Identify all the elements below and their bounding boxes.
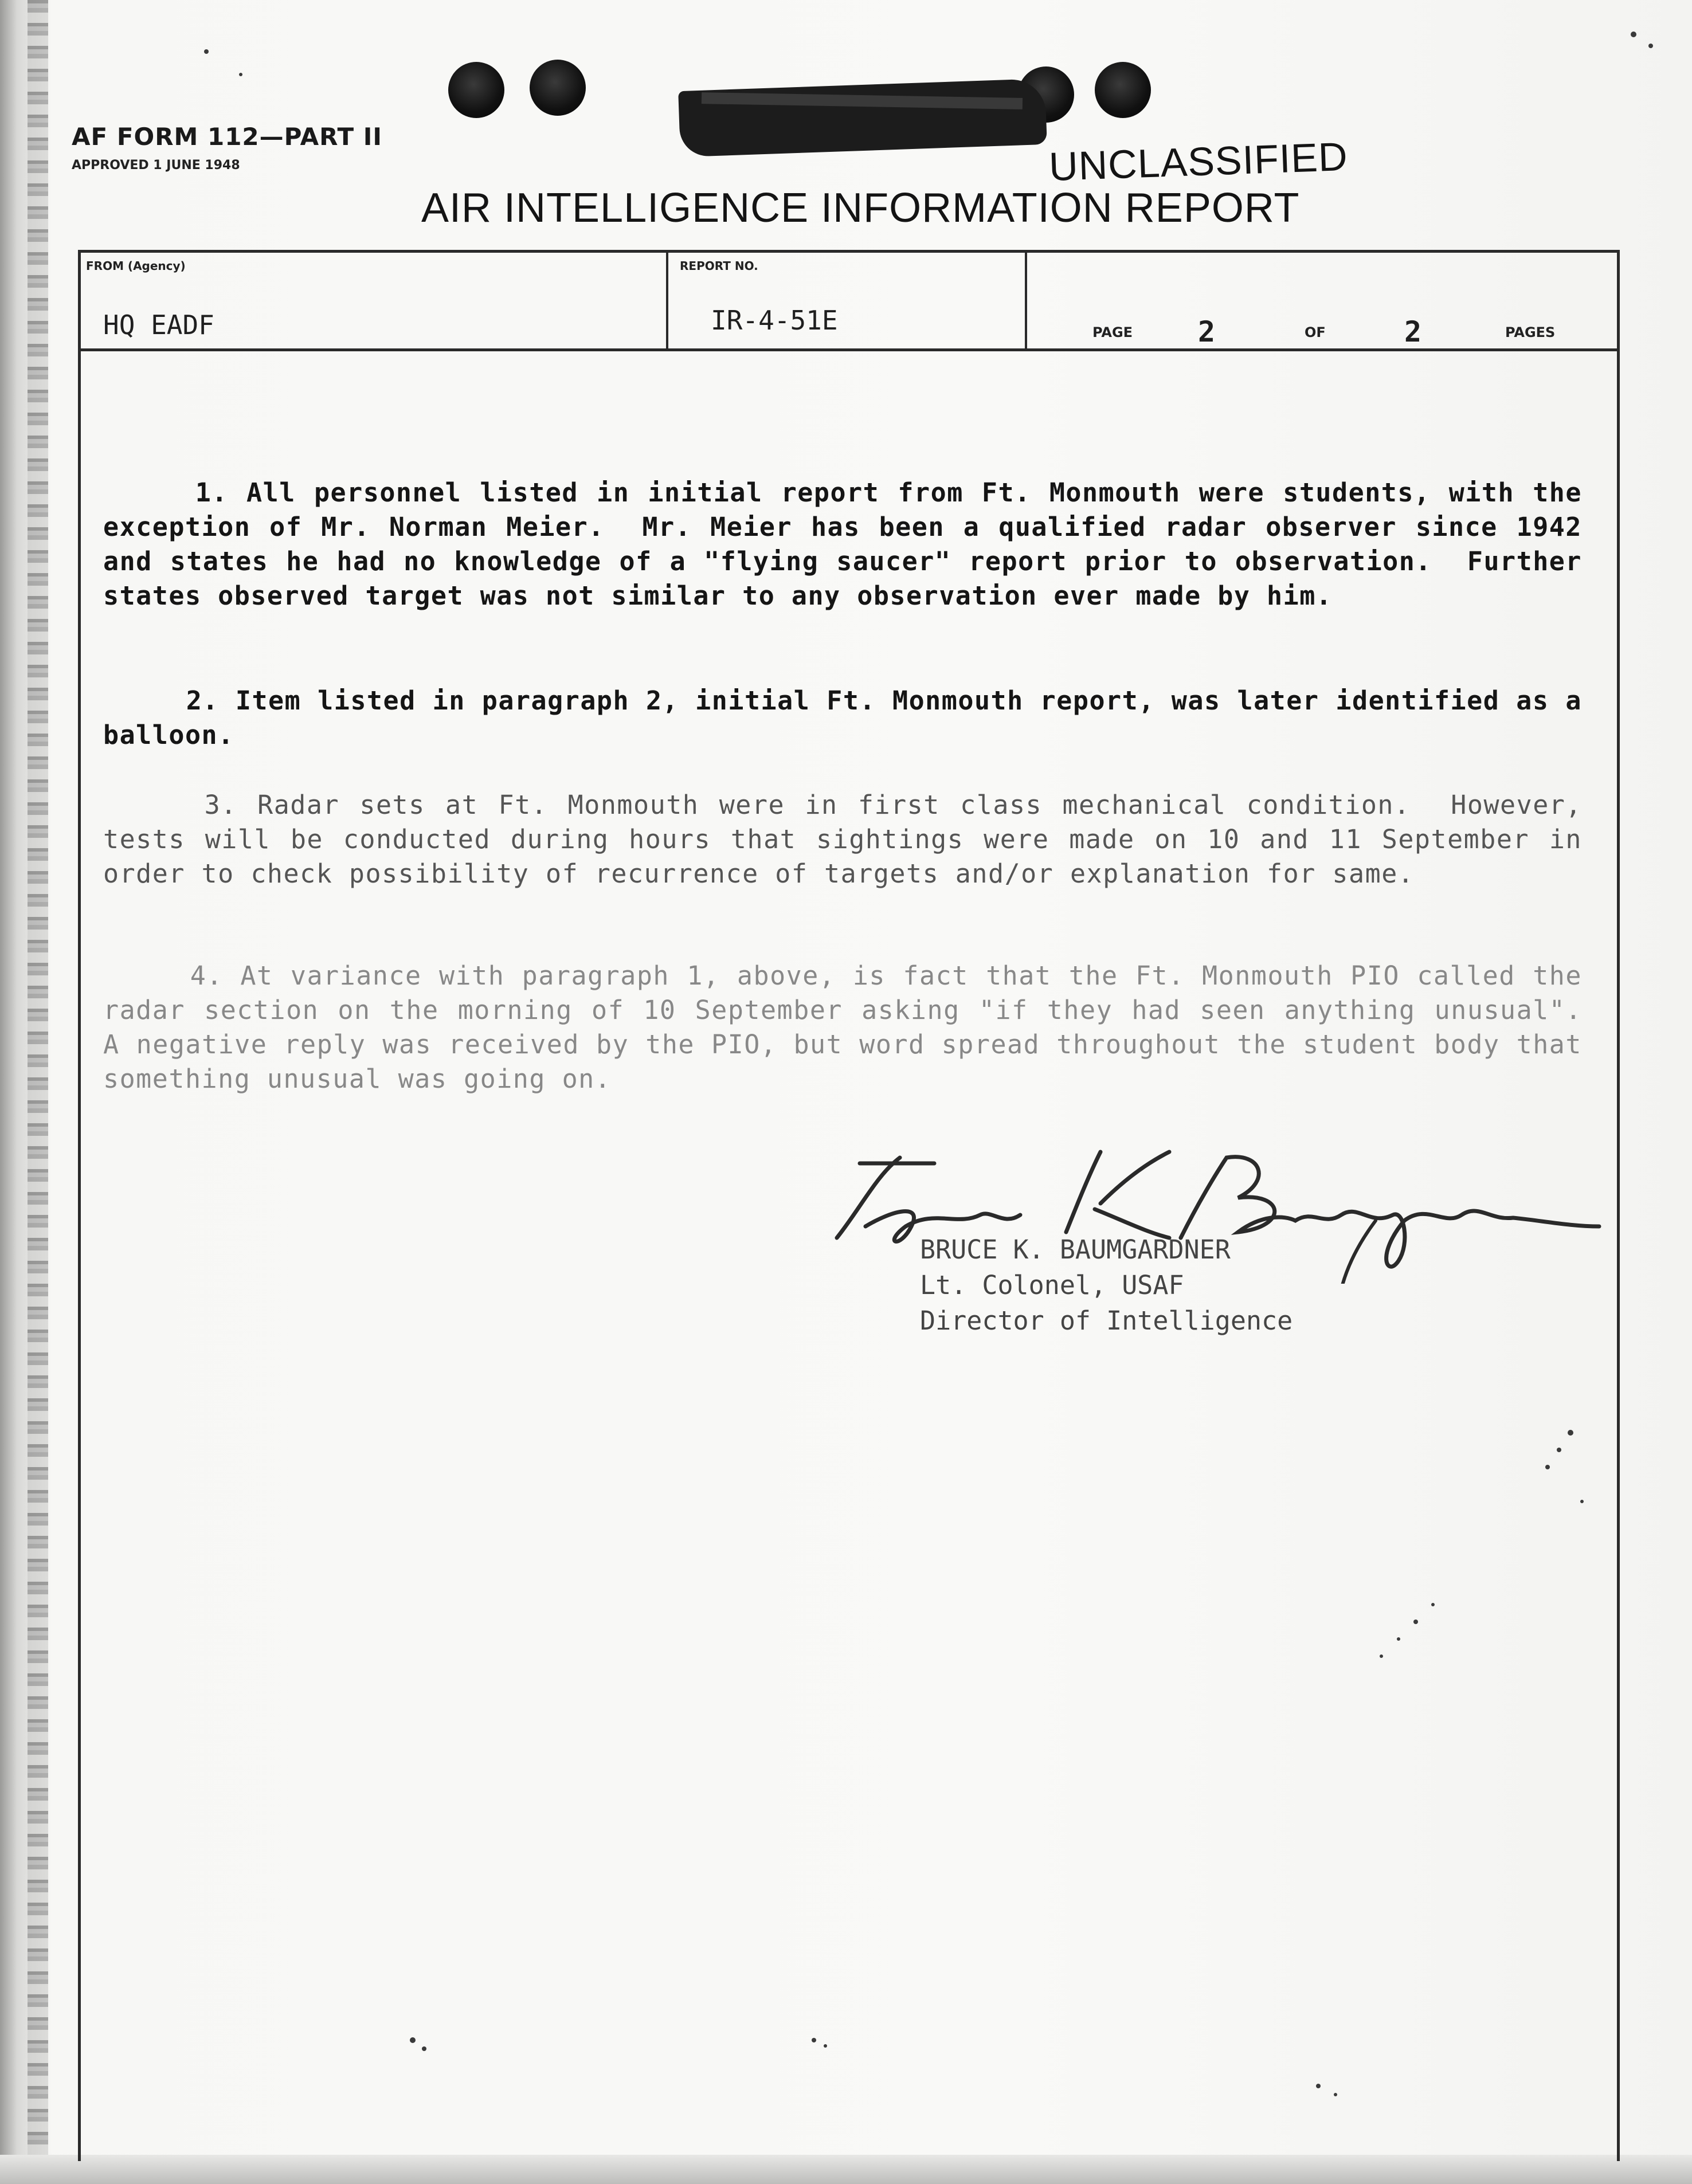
page-label: PAGE — [1092, 324, 1133, 340]
paragraph-3: 3. Radar sets at Ft. Monmouth were in first class mechanical condition. However, tests will be conducted during hours that sightings were made on 10 and 11 September in order to check possibility of recurrence of targets and/or explanation for same. — [103, 790, 1599, 889]
report-number-label: REPORT NO. — [680, 259, 758, 273]
from-value: HQ EADF — [103, 309, 214, 340]
paragraph-1: 1. All personnel listed in initial report from Ft. Monmouth were students, with the exception of Mr. Norman Meier. Mr. Meier has been a qualified radar observer since 1942 and states he had no knowledge of a "flying saucer" report prior to observation. Further states observed target was not similar to any observation ever made by him. — [103, 477, 1599, 611]
form-identifier: AF FORM 112—PART II — [72, 123, 383, 151]
classification-stamp: UNCLASSIFIED — [1048, 134, 1349, 190]
from-label: FROM (Agency) — [86, 259, 186, 273]
signer-rank: Lt. Colonel, USAF — [920, 1270, 1184, 1300]
report-title: AIR INTELLIGENCE INFORMATION REPORT — [421, 185, 1300, 231]
signer-name: BRUCE K. BAUMGARDNER — [920, 1234, 1231, 1265]
signer-position: Director of Intelligence — [920, 1305, 1293, 1336]
paragraph-4: 4. At variance with paragraph 1, above, is fact that the Ft. Monmouth PIO called the radar section on the morning of 10 September asking "if they had seen anything unusual". A negative reply was received by the PIO, but word spread throughout the student body that something unusual was going on. — [103, 960, 1615, 1094]
page-number: 2 — [1198, 315, 1216, 348]
report-number-value: IR-4-51E — [711, 305, 838, 336]
form-approval-date: APPROVED 1 JUNE 1948 — [72, 158, 240, 172]
of-label: OF — [1305, 324, 1326, 340]
paragraph-2: 2. Item listed in paragraph 2, initial Ft. Monmouth report, was later identified as a balloon. — [103, 685, 1599, 750]
pages-label: PAGES — [1505, 324, 1556, 340]
total-pages: 2 — [1404, 315, 1422, 348]
